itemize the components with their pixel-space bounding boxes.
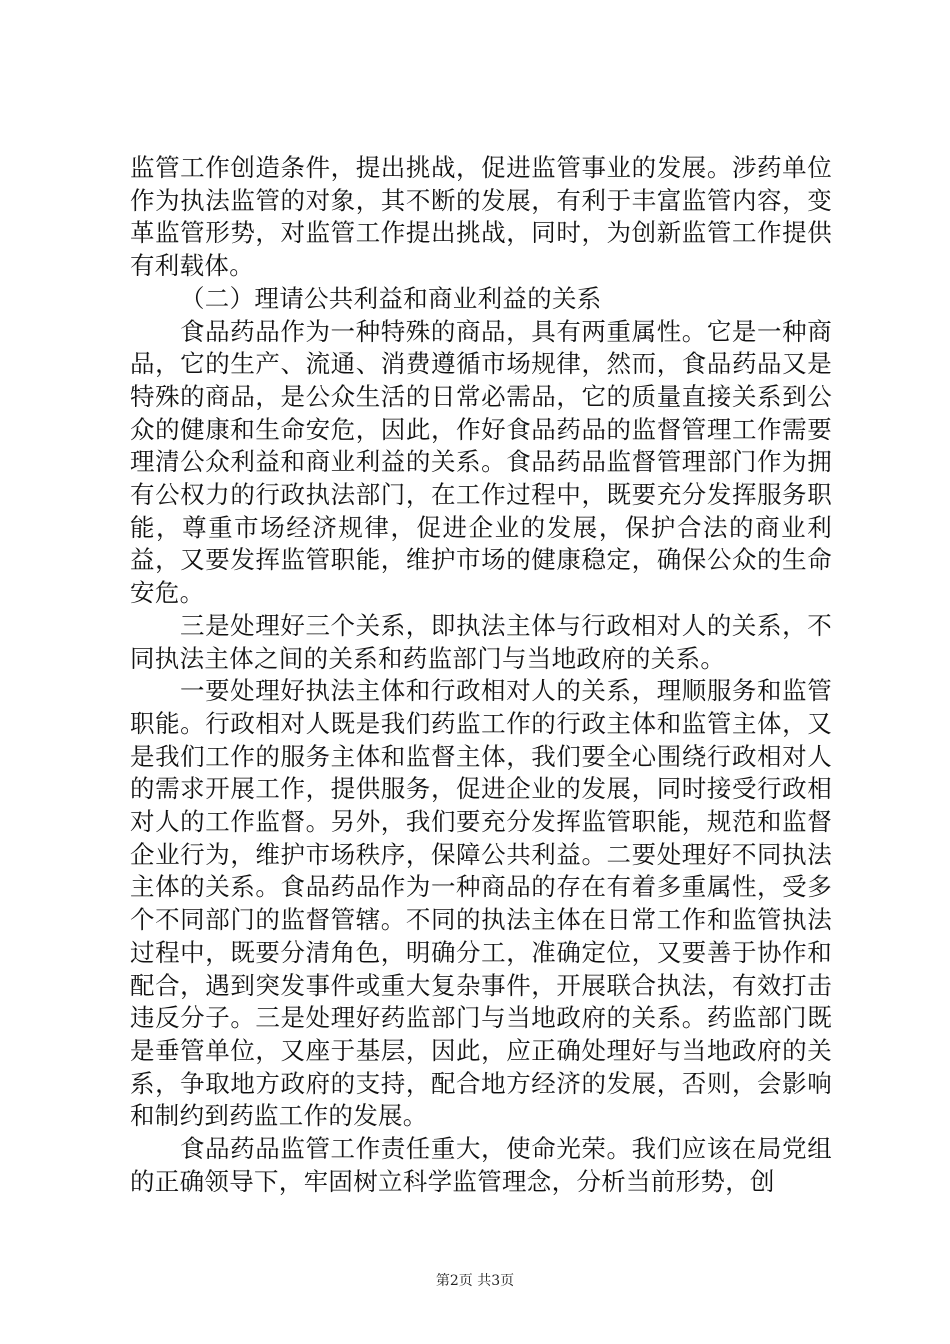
paragraph-6: 食品药品监管工作责任重大，使命光荣。我们应该在局党组的正确领导下，牢固树立科学监管理念，分析当前形势，创 — [130, 1134, 832, 1196]
document-body — [130, 152, 832, 1199]
paragraph-4: 三是处理好三个关系，即执法主体与行政相对人的关系，不同执法主体之间的关系和药监部门与当地政府的关系。 — [130, 610, 832, 673]
section-heading: （二）理请公共利益和商业利益的关系 — [180, 283, 602, 313]
paragraph-1: 监管工作创造条件，提出挑战，促进监管事业的发展。涉药单位作为执法监管的对象，其不断的发展，有利于丰富监管内容，变革监管形势，对监管工作提出挑战，同时，为创新监管工作提供有利载体。 — [130, 153, 832, 281]
paragraph-5: 一要处理好执法主体和行政相对人的关系，理顺服务和监管职能。行政相对人既是我们药监工作的行政主体和监管主体，又是我们工作的服务主体和监督主体，我们要全心围绕行政相对人的需求开展工作，提供服务，促进企业的发展，同时接受行政相对人的工作监督。另外，我们要充分发挥监管职能，规范和监督企业行为，维护市场秩序，保障公共利益。二要处理好不同执法主体的关系。食品药品作为一种商品的存在有着多重属性，受多个不同部门的监督管辖。不同的执法主体在日常工作和监管执法过程中，既要分清角色，明确分工，准确定位，又要善于协作和配合，遇到突发事件或重大复杂事件，开展联合执法，有效打击违反分子。三是处理好药监部门与当地政府的关系。药监部门既是垂管单位，又座于基层，因此，应正确处理好与当地政府的关系，争取地方政府的支持，配合地方经济的发展，否则，会影响和制约到药监工作的发展。 — [130, 676, 832, 1131]
page-footer: 第2页 共3页 — [435, 1273, 515, 1289]
paragraph-3: 食品药品作为一种特殊的商品，具有两重属性。它是一种商品，它的生产、流通、消费遵循市场规律，然而，食品药品又是特殊的商品，是公众生活的日常必需品，它的质量直接关系到公众的健康和生命安危，因此，作好食品药品的监督管理工作需要理清公众利益和商业利益的关系。食品药品监督管理部门作为拥有公权力的行政执法部门，在工作过程中，既要充分发挥服务职能，尊重市场经济规律，促进企业的发展，保护合法的商业利益，又要发挥监管职能，维护市场的健康稳定，确保公众的生命安危。 — [130, 316, 832, 608]
